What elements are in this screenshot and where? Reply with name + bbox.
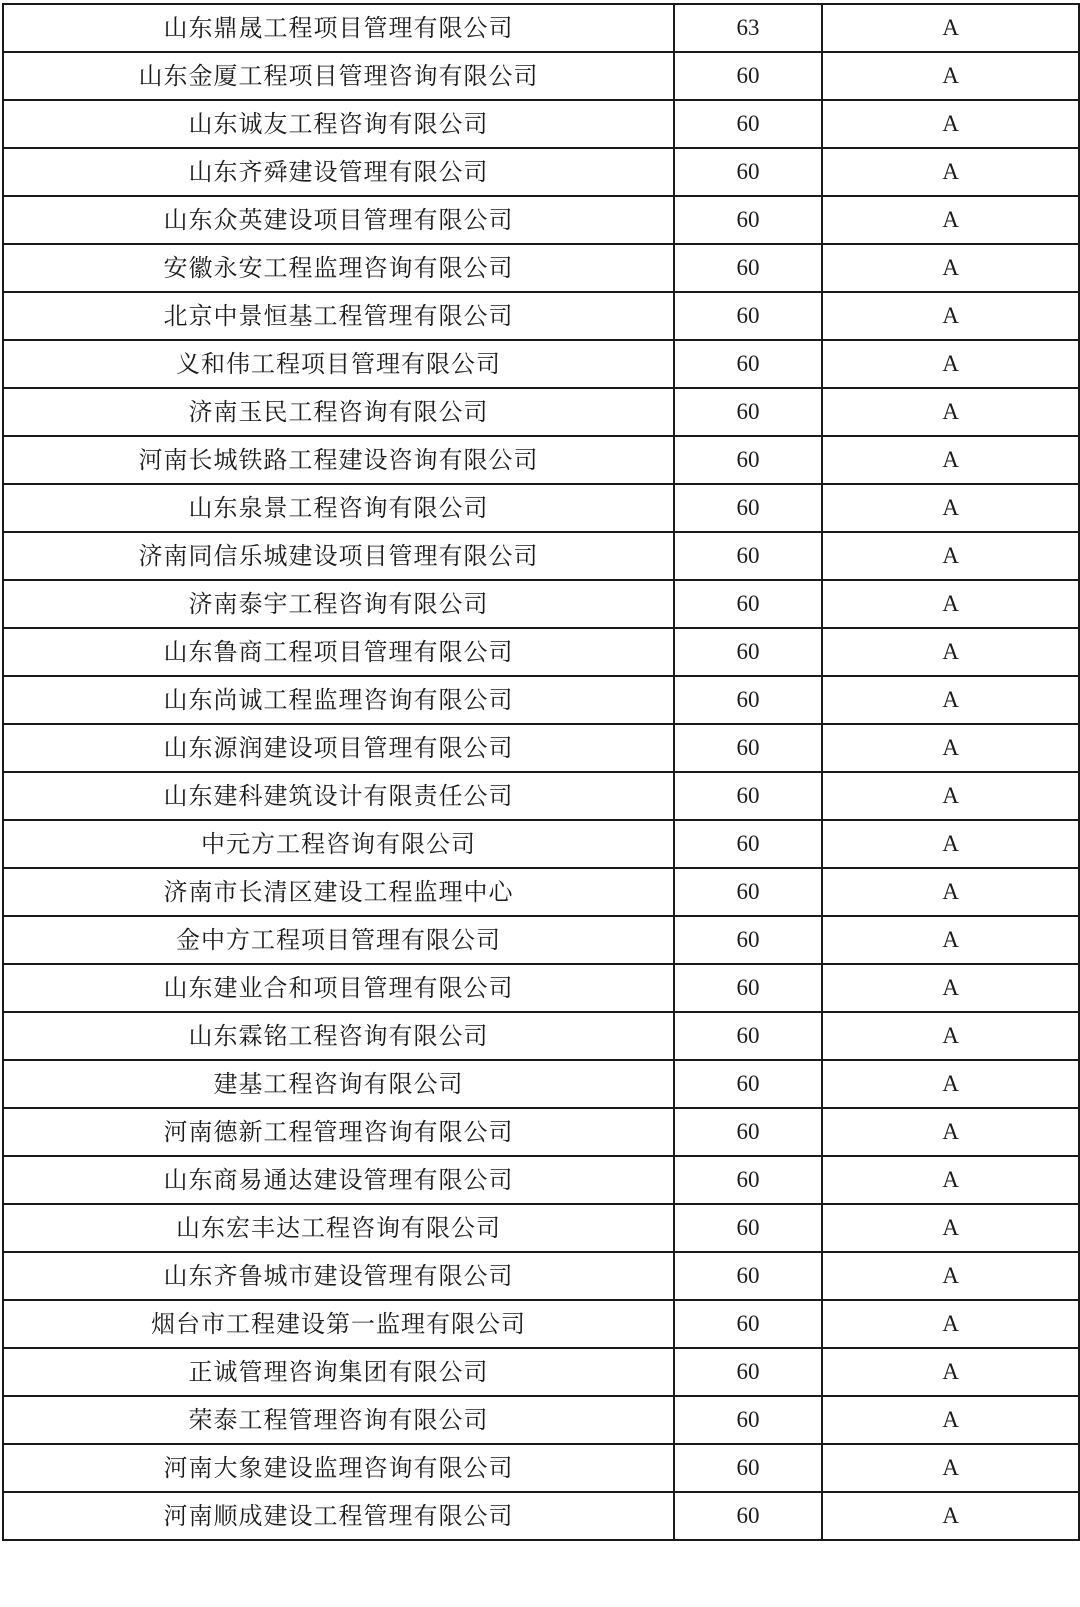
rating-table-body [3, 4, 1079, 1540]
score-cell: 60 [674, 1012, 822, 1060]
score-cell: 60 [674, 1156, 822, 1204]
table-row [3, 1012, 1079, 1060]
grade-cell: A [822, 1012, 1079, 1060]
score-cell: 63 [674, 4, 822, 52]
company-name-cell: 荣泰工程管理咨询有限公司 [3, 1396, 674, 1444]
grade-cell: A [822, 628, 1079, 676]
grade-cell: A [822, 1348, 1079, 1396]
score-cell: 60 [674, 724, 822, 772]
company-name-cell: 山东建业合和项目管理有限公司 [3, 964, 674, 1012]
grade-cell: A [822, 436, 1079, 484]
table-row [3, 1204, 1079, 1252]
grade-cell: A [822, 820, 1079, 868]
company-name-cell: 山东齐舜建设管理有限公司 [3, 148, 674, 196]
company-name-cell: 河南德新工程管理咨询有限公司 [3, 1108, 674, 1156]
grade-cell: A [822, 100, 1079, 148]
score-cell: 60 [674, 1060, 822, 1108]
company-name-cell: 山东源润建设项目管理有限公司 [3, 724, 674, 772]
table-row [3, 292, 1079, 340]
grade-cell: A [822, 1108, 1079, 1156]
company-name-cell: 山东鼎晟工程项目管理有限公司 [3, 4, 674, 52]
grade-cell: A [822, 1252, 1079, 1300]
score-cell: 60 [674, 676, 822, 724]
grade-cell: A [822, 388, 1079, 436]
table-row [3, 1156, 1079, 1204]
grade-cell: A [822, 868, 1079, 916]
grade-cell: A [822, 196, 1079, 244]
score-cell: 60 [674, 532, 822, 580]
company-name-cell: 北京中景恒基工程管理有限公司 [3, 292, 674, 340]
score-cell: 60 [674, 436, 822, 484]
score-cell: 60 [674, 868, 822, 916]
score-cell: 60 [674, 196, 822, 244]
grade-cell: A [822, 772, 1079, 820]
company-name-cell: 山东鲁商工程项目管理有限公司 [3, 628, 674, 676]
table-row [3, 1108, 1079, 1156]
table-row [3, 148, 1079, 196]
table-row [3, 964, 1079, 1012]
score-cell: 60 [674, 1396, 822, 1444]
table-row [3, 916, 1079, 964]
score-cell: 60 [674, 580, 822, 628]
company-name-cell: 山东齐鲁城市建设管理有限公司 [3, 1252, 674, 1300]
table-row [3, 340, 1079, 388]
grade-cell: A [822, 1492, 1079, 1540]
table-row [3, 244, 1079, 292]
company-name-cell: 济南泰宇工程咨询有限公司 [3, 580, 674, 628]
grade-cell: A [822, 244, 1079, 292]
score-cell: 60 [674, 292, 822, 340]
score-cell: 60 [674, 820, 822, 868]
table-row [3, 1492, 1079, 1540]
grade-cell: A [822, 724, 1079, 772]
table-row [3, 868, 1079, 916]
company-name-cell: 山东诚友工程咨询有限公司 [3, 100, 674, 148]
company-name-cell: 山东众英建设项目管理有限公司 [3, 196, 674, 244]
grade-cell: A [822, 340, 1079, 388]
company-name-cell: 河南大象建设监理咨询有限公司 [3, 1444, 674, 1492]
grade-cell: A [822, 148, 1079, 196]
table-row [3, 52, 1079, 100]
table-row [3, 1396, 1079, 1444]
score-cell: 60 [674, 484, 822, 532]
score-cell: 60 [674, 916, 822, 964]
table-row [3, 1252, 1079, 1300]
company-name-cell: 烟台市工程建设第一监理有限公司 [3, 1300, 674, 1348]
company-name-cell: 正诚管理咨询集团有限公司 [3, 1348, 674, 1396]
table-row [3, 676, 1079, 724]
table-row [3, 1348, 1079, 1396]
score-cell: 60 [674, 1204, 822, 1252]
grade-cell: A [822, 532, 1079, 580]
table-row [3, 532, 1079, 580]
company-name-cell: 山东霖铭工程咨询有限公司 [3, 1012, 674, 1060]
grade-cell: A [822, 292, 1079, 340]
rating-table [2, 3, 1080, 1541]
company-name-cell: 山东商易通达建设管理有限公司 [3, 1156, 674, 1204]
company-name-cell: 山东尚诚工程监理咨询有限公司 [3, 676, 674, 724]
score-cell: 60 [674, 1300, 822, 1348]
grade-cell: A [822, 1396, 1079, 1444]
table-row [3, 628, 1079, 676]
table-row [3, 1300, 1079, 1348]
score-cell: 60 [674, 964, 822, 1012]
grade-cell: A [822, 1444, 1079, 1492]
table-row [3, 196, 1079, 244]
table-row [3, 580, 1079, 628]
score-cell: 60 [674, 100, 822, 148]
score-cell: 60 [674, 772, 822, 820]
company-name-cell: 山东建科建筑设计有限责任公司 [3, 772, 674, 820]
company-name-cell: 山东宏丰达工程咨询有限公司 [3, 1204, 674, 1252]
company-name-cell: 济南市长清区建设工程监理中心 [3, 868, 674, 916]
company-name-cell: 山东泉景工程咨询有限公司 [3, 484, 674, 532]
company-name-cell: 山东金厦工程项目管理咨询有限公司 [3, 52, 674, 100]
table-row [3, 4, 1079, 52]
company-name-cell: 河南长城铁路工程建设咨询有限公司 [3, 436, 674, 484]
company-name-cell: 安徽永安工程监理咨询有限公司 [3, 244, 674, 292]
grade-cell: A [822, 580, 1079, 628]
score-cell: 60 [674, 52, 822, 100]
score-cell: 60 [674, 1252, 822, 1300]
score-cell: 60 [674, 1348, 822, 1396]
company-name-cell: 义和伟工程项目管理有限公司 [3, 340, 674, 388]
score-cell: 60 [674, 1444, 822, 1492]
company-name-cell: 建基工程咨询有限公司 [3, 1060, 674, 1108]
table-row [3, 100, 1079, 148]
table-row [3, 820, 1079, 868]
grade-cell: A [822, 1156, 1079, 1204]
company-name-cell: 河南顺成建设工程管理有限公司 [3, 1492, 674, 1540]
score-cell: 60 [674, 340, 822, 388]
table-row [3, 484, 1079, 532]
score-cell: 60 [674, 244, 822, 292]
grade-cell: A [822, 4, 1079, 52]
grade-cell: A [822, 1300, 1079, 1348]
table-row [3, 1060, 1079, 1108]
table-row [3, 388, 1079, 436]
score-cell: 60 [674, 388, 822, 436]
grade-cell: A [822, 52, 1079, 100]
score-cell: 60 [674, 148, 822, 196]
score-cell: 60 [674, 628, 822, 676]
company-name-cell: 金中方工程项目管理有限公司 [3, 916, 674, 964]
table-row [3, 724, 1079, 772]
grade-cell: A [822, 916, 1079, 964]
table-row [3, 772, 1079, 820]
grade-cell: A [822, 484, 1079, 532]
table-row [3, 1444, 1079, 1492]
grade-cell: A [822, 1204, 1079, 1252]
grade-cell: A [822, 964, 1079, 1012]
score-cell: 60 [674, 1492, 822, 1540]
company-name-cell: 中元方工程咨询有限公司 [3, 820, 674, 868]
grade-cell: A [822, 1060, 1079, 1108]
score-cell: 60 [674, 1108, 822, 1156]
grade-cell: A [822, 676, 1079, 724]
table-row [3, 436, 1079, 484]
company-name-cell: 济南玉民工程咨询有限公司 [3, 388, 674, 436]
company-name-cell: 济南同信乐城建设项目管理有限公司 [3, 532, 674, 580]
